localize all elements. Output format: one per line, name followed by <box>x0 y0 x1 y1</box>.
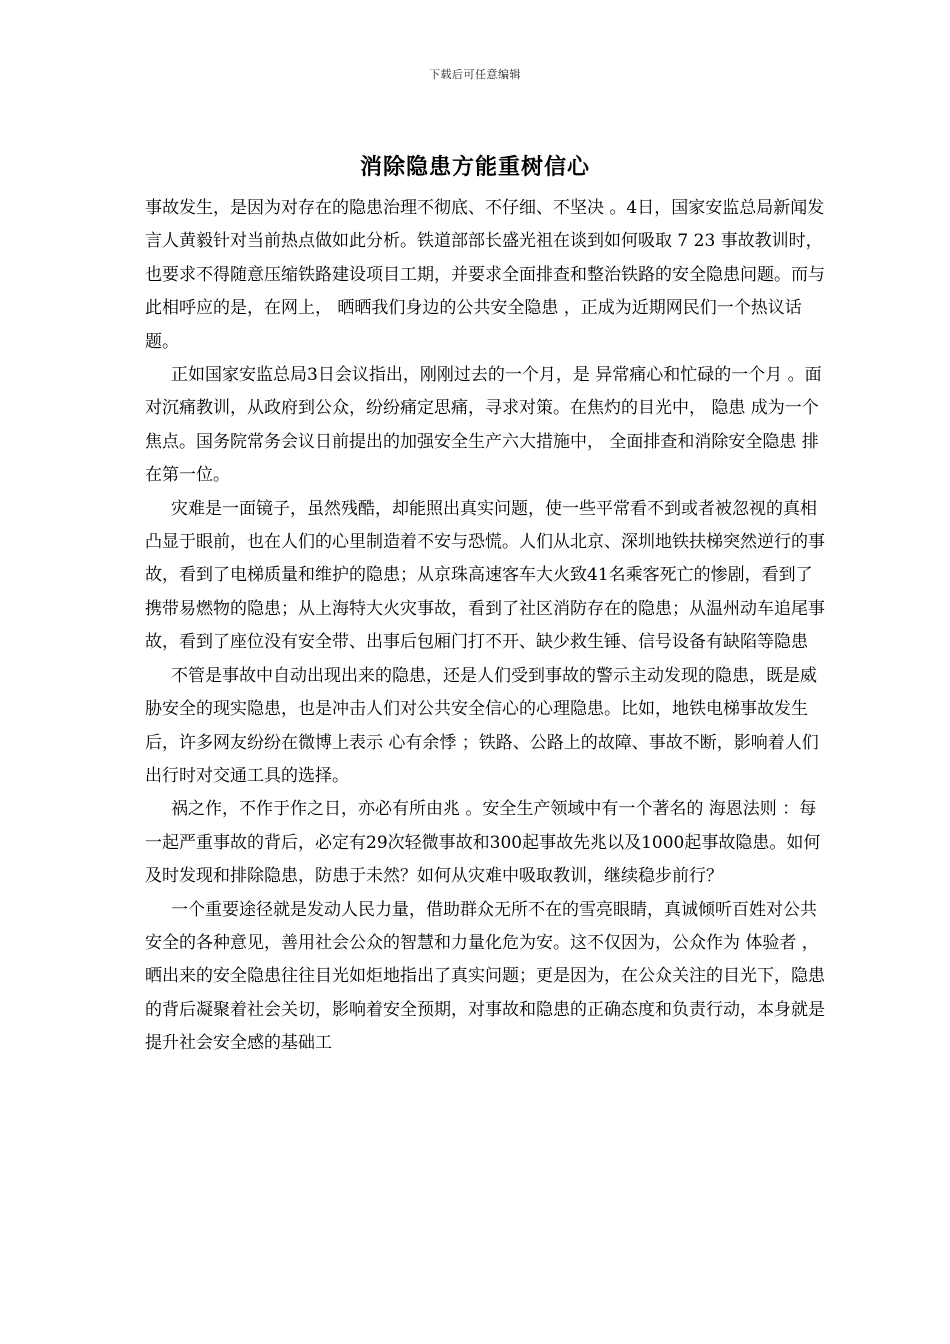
document-title: 消除隐患方能重树信心 <box>359 155 590 180</box>
paragraph-5: 祸之作，不作于作之日，亦必有所由兆 。安全生产领域中有一个著名的 海恩法则 ：每一起严重事故的背后，必定有29次轻微事故和300起事故先兆以及1000起事故隐患。如何及时发现和排除隐患，防患于未然？如何从灾难中吸取教训，继续稳步前行？ <box>145 799 821 887</box>
header-note: 下载后可任意编辑 <box>429 68 521 81</box>
paragraph-2: 正如国家安监总局3日会议指出，刚刚过去的一个月，是 异常痛心和忙碌的一个月 。面对沉痛教训，从政府到公众，纷纷痛定思痛，寻求对策。在焦灼的目光中， 隐患 成为一个焦点。国务院常务会议日前提出的加强安全生产六大措施中， 全面排查和消除安全隐患 排在第一位。 <box>145 365 822 486</box>
paragraph-6: 一个重要途径就是发动人民力量，借助群众无所不在的雪亮眼睛，真诚倾听百姓对公共安全的各种意见，善用社会公众的智慧和力量化危为安。这不仅因为，公众作为 体验者 ，晒出来的安全隐患往往目光如炬地指出了真实问题；更是因为，在公众关注的目光下，隐患的背后凝聚着社会关切，影响着安全预期，对事故和隐患的正确态度和负责行动，本身就是提升社会安全感的基础工 <box>145 899 825 1054</box>
paragraph-4: 不管是事故中自动出现出来的隐患，还是人们受到事故的警示主动发现的隐患，既是威胁安全的现实隐患，也是冲击人们对公共安全信心的心理隐患。比如，地铁电梯事故发生后，许多网友纷纷在微博上表示 心有余悸 ；铁路、公路上的故障、事故不断，影响着人们出行时对交通工具的选择。 <box>145 665 819 786</box>
paragraph-3: 灾难是一面镜子，虽然残酷，却能照出真实问题，使一些平常看不到或者被忽视的真相凸显于眼前，也在人们的心里制造着不安与恐慌。人们从北京、深圳地铁扶梯突然逆行的事故，看到了电梯质量和维护的隐患；从京珠高速客车大火致41名乘客死亡的惨剧，看到了携带易燃物的隐患；从上海特大火灾事故，看到了社区消防存在的隐患；从温州动车追尾事故，看到了座位没有安全带、出事后包厢门打不开、缺少救生锤、信号设备有缺陷等隐患 <box>145 498 825 653</box>
paragraph-1: 事故发生，是因为对存在的隐患治理不彻底、不仔细、不坚决 。4日，国家安监总局新闻发言人黄毅针对当前热点做如此分析。铁道部部长盛光祖在谈到如何吸取 7 23 事故教训时，也要求不得随意压缩铁路建设项目工期，并要求全面排查和整治铁路的安全隐患问题。而与此相呼应的是，在网上， 晒晒我们身边的公共安全隐患 ，正成为近期网民们一个热议话题。 <box>145 198 825 352</box>
document-body <box>145 192 825 1061</box>
